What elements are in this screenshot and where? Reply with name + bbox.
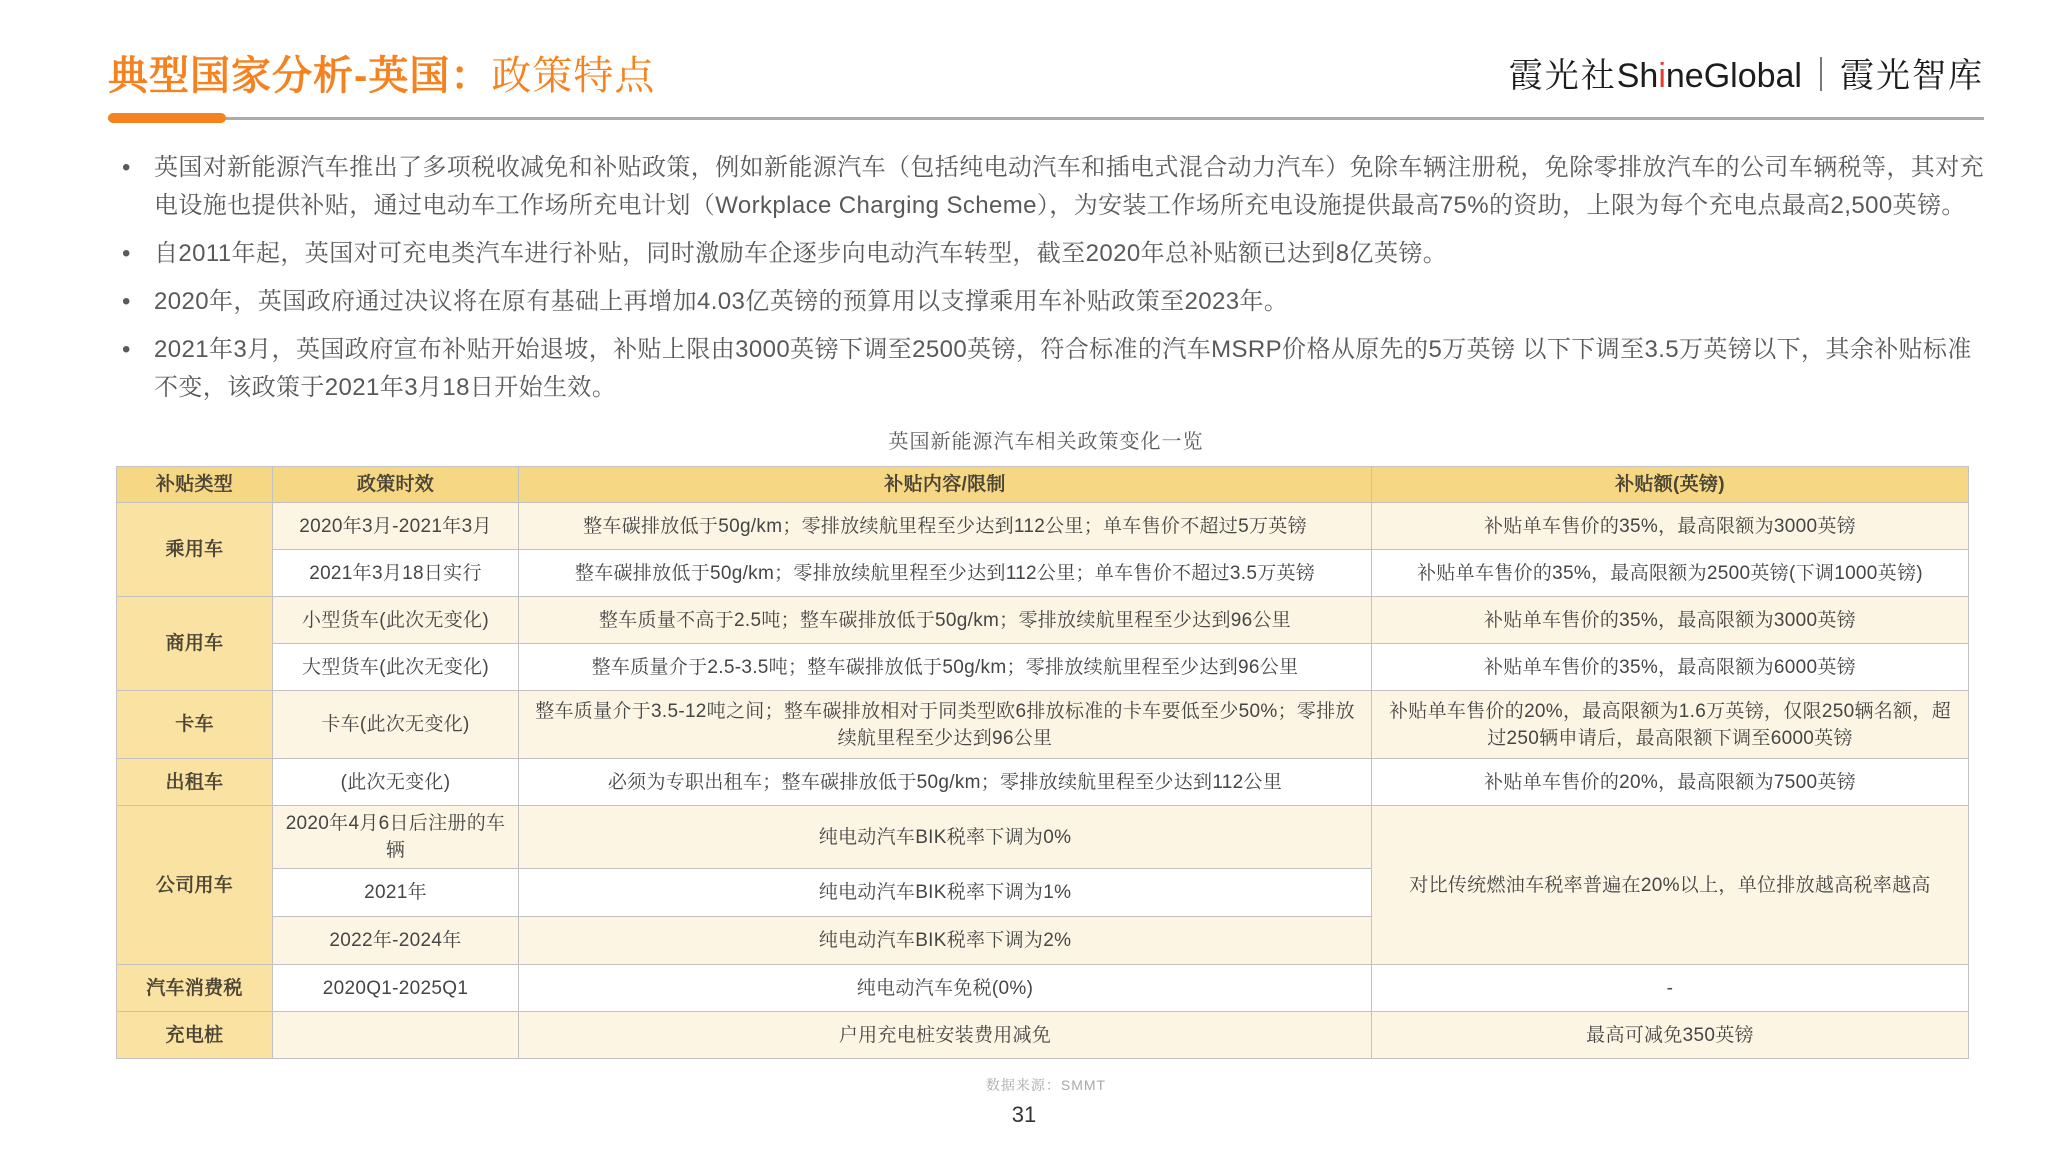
cell-type-taxi: 出租车	[117, 759, 273, 806]
cell-content: 整车质量介于2.5-3.5吨；整车碳排放低于50g/km；零排放续航里程至少达到96公里	[519, 644, 1372, 691]
logo-text-cn2: 霞光智库	[1840, 57, 1984, 95]
col-header-policy-period: 政策时效	[273, 467, 519, 503]
cell-amount: 补贴单车售价的35%，最高限额为6000英镑	[1372, 644, 1969, 691]
cell-type-company: 公司用车	[117, 806, 273, 965]
cell-content: 整车质量介于3.5-12吨之间；整车碳排放相对于同类型欧6排放标准的卡车要低至少50%；零排放续航里程至少达到96公里	[519, 691, 1372, 759]
cell-time: 2020年3月-2021年3月	[273, 503, 519, 550]
cell-amount: 补贴单车售价的20%，最高限额为1.6万英镑，仅限250辆名额，超过250辆申请后，最高限额下调至6000英镑	[1372, 691, 1969, 759]
cell-content: 纯电动汽车BIK税率下调为0%	[519, 806, 1372, 869]
page-title-main: 典型国家分析-英国：	[108, 54, 492, 98]
logo-text-en-a: Sh	[1616, 57, 1659, 95]
col-header-amount: 补贴额(英镑)	[1372, 467, 1969, 503]
cell-type-truck: 卡车	[117, 691, 273, 759]
table-header-row	[117, 467, 1969, 503]
cell-amount: -	[1372, 965, 1969, 1012]
cell-content: 纯电动汽车BIK税率下调为1%	[519, 869, 1372, 917]
cell-time: 2020Q1-2025Q1	[273, 965, 519, 1012]
header	[108, 44, 1984, 101]
cell-content: 户用充电桩安装费用减免	[519, 1012, 1372, 1059]
bullet-item: • 2020年，英国政府通过决议将在原有基础上再增加4.03亿英镑的预算用以支撑乘用车补贴政策至2023年。	[108, 283, 1984, 321]
cell-type-charging-pile: 充电桩	[117, 1012, 273, 1059]
bullet-item: • 2021年3月，英国政府宣布补贴开始退坡，补贴上限由3000英镑下调至2500英镑，符合标准的汽车MSRP价格从原先的5万英镑 以下下调至3.5万英镑以下，其余补贴标准不变，该政策于2021年3月18日开始生效。	[108, 331, 1984, 407]
table-row	[117, 550, 1969, 597]
logo-text-en-b: neGlobal	[1665, 57, 1802, 95]
cell-content: 必须为专职出租车；整车碳排放低于50g/km；零排放续航里程至少达到112公里	[519, 759, 1372, 806]
cell-amount: 补贴单车售价的35%，最高限额为3000英镑	[1372, 503, 1969, 550]
page-title-sub: 政策特点	[491, 54, 656, 98]
cell-type-passenger: 乘用车	[117, 503, 273, 597]
cell-type-commercial: 商用车	[117, 597, 273, 691]
cell-time: 卡车(此次无变化)	[273, 691, 519, 759]
cell-content: 整车碳排放低于50g/km；零排放续航里程至少达到112公里；单车售价不超过5万英镑	[519, 503, 1372, 550]
cell-time: 2021年	[273, 869, 519, 917]
brand-logo	[1509, 44, 1984, 97]
col-header-subsidy-type: 补贴类型	[117, 467, 273, 503]
table-row	[117, 1012, 1969, 1059]
cell-content: 纯电动汽车免税(0%)	[519, 965, 1372, 1012]
table-row	[117, 965, 1969, 1012]
cell-amount: 最高可减免350英镑	[1372, 1012, 1969, 1059]
bullet-list	[108, 149, 1984, 407]
logo-text-cn1: 霞光社	[1508, 57, 1617, 95]
title-rule-gray-line	[108, 117, 1984, 120]
cell-time: 大型货车(此次无变化)	[273, 644, 519, 691]
table-row	[117, 806, 1969, 869]
col-header-content-limit: 补贴内容/限制	[519, 467, 1372, 503]
page-number: 31	[1011, 1102, 1037, 1127]
table-caption: 英国新能源汽车相关政策变化一览	[888, 431, 1204, 453]
cell-content: 纯电动汽车BIK税率下调为2%	[519, 917, 1372, 965]
cell-time: 2020年4月6日后注册的车辆	[273, 806, 519, 869]
table-row	[117, 759, 1969, 806]
cell-amount: 补贴单车售价的35%，最高限额为3000英镑	[1372, 597, 1969, 644]
cell-time: 2021年3月18日实行	[273, 550, 519, 597]
cell-content: 整车碳排放低于50g/km；零排放续航里程至少达到112公里；单车售价不超过3.5万英镑	[519, 550, 1372, 597]
policy-table	[116, 466, 1969, 1059]
table-row	[117, 597, 1969, 644]
logo-divider: ｜	[1804, 57, 1838, 95]
logo-text-en-i: i	[1658, 57, 1666, 95]
cell-time: 2022年-2024年	[273, 917, 519, 965]
cell-type-excise-tax: 汽车消费税	[117, 965, 273, 1012]
cell-time: 小型货车(此次无变化)	[273, 597, 519, 644]
title-rule	[108, 113, 1984, 125]
cell-amount-company-merged: 对比传统燃油车税率普遍在20%以上，单位排放越高税率越高	[1372, 806, 1969, 965]
cell-amount: 补贴单车售价的20%，最高限额为7500英镑	[1372, 759, 1969, 806]
cell-time	[273, 1012, 519, 1059]
page-title	[108, 44, 655, 101]
data-source-note: 数据来源：SMMT	[985, 1077, 1107, 1093]
bullet-item: • 自2011年起，英国对可充电类汽车进行补贴，同时激励车企逐步向电动汽车转型，截至2020年总补贴额已达到8亿英镑。	[108, 235, 1984, 273]
bullet-item: • 英国对新能源汽车推出了多项税收减免和补贴政策，例如新能源汽车（包括纯电动汽车和插电式混合动力汽车）免除车辆注册税，免除零排放汽车的公司车辆税等，其对充电设施也提供补贴，通过电动车工作场所充电计划（Workplace Charging Scheme），为安装工作场所充电设施提供最高75%的资助，上限为每个充电点最高2,500英镑。	[108, 149, 1984, 225]
table-row	[117, 644, 1969, 691]
cell-time: (此次无变化)	[273, 759, 519, 806]
cell-amount: 补贴单车售价的35%，最高限额为2500英镑(下调1000英镑)	[1372, 550, 1969, 597]
cell-content: 整车质量不高于2.5吨；整车碳排放低于50g/km；零排放续航里程至少达到96公里	[519, 597, 1372, 644]
table-row	[117, 503, 1969, 550]
table-row	[117, 691, 1969, 759]
title-rule-orange-bar	[108, 113, 226, 123]
